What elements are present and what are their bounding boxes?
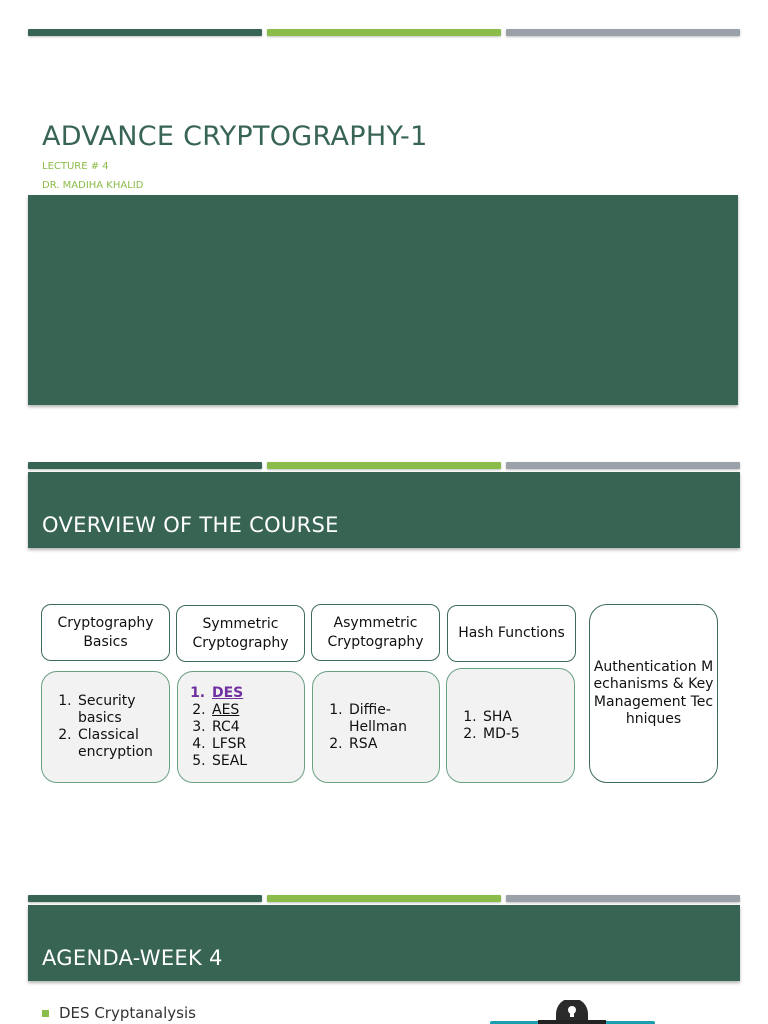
agenda-list [42, 1004, 196, 1022]
list-item [210, 702, 247, 719]
column-header-asymmetric: Asymmetric Cryptography [311, 604, 440, 661]
column-header-authentication: Authentication Mechanisms & Key Management Techniques [589, 604, 718, 783]
agenda-item-label: DES Cryptanalysis [59, 1004, 196, 1022]
list-item: 1. Diffie-Hellman [347, 702, 421, 736]
column-header-basics: Cryptography Basics [41, 604, 170, 661]
list-item [210, 685, 247, 702]
accent-bars [28, 895, 740, 902]
topic-list-basics [41, 671, 170, 783]
accent-bar-dark [28, 895, 262, 902]
topic-list-symmetric [177, 671, 305, 783]
slide-title: ADVANCE CRYPTOGRAPHY-1 [42, 121, 428, 152]
accent-bar-green [267, 29, 501, 36]
des-link[interactable]: DES [212, 684, 244, 701]
list-item: 5. SEAL [210, 753, 247, 770]
section-title: AGENDA-WEEK 4 [42, 946, 223, 970]
topic-list-hash [446, 668, 575, 783]
lecture-number: LECTURE # 4 [42, 161, 109, 172]
accent-bar-gray [506, 462, 740, 469]
lock-icon [490, 1000, 655, 1024]
accent-bar-gray [506, 895, 740, 902]
list-item: 1. SHA [481, 709, 520, 726]
list-item: 2. RSA [347, 736, 421, 753]
list-item: 3. RC4 [210, 719, 247, 736]
section-header [28, 472, 740, 548]
accent-bar-green [267, 462, 501, 469]
accent-bars [28, 462, 740, 469]
accent-bar-gray [506, 29, 740, 36]
section-title: OVERVIEW OF THE COURSE [42, 513, 339, 537]
author-name: DR. MADIHA KHALID [42, 180, 144, 191]
list-item: 2. Classical encryption [76, 727, 169, 761]
section-header [28, 905, 740, 981]
column-header-symmetric: Symmetric Cryptography [176, 605, 305, 662]
list-item: 4. LFSR [210, 736, 247, 753]
agenda-item [42, 1004, 196, 1022]
title-panel [28, 195, 738, 405]
accent-bar-dark [28, 462, 262, 469]
topic-list-asymmetric [312, 671, 440, 783]
bullet-icon [42, 1010, 49, 1017]
accent-bar-dark [28, 29, 262, 36]
list-item: 1. Security basics [76, 693, 169, 727]
aes-link[interactable]: AES [212, 701, 240, 718]
list-item: 2. MD-5 [481, 726, 520, 743]
accent-bar-green [267, 895, 501, 902]
column-header-hash: Hash Functions [447, 605, 576, 662]
accent-bars [28, 29, 740, 36]
